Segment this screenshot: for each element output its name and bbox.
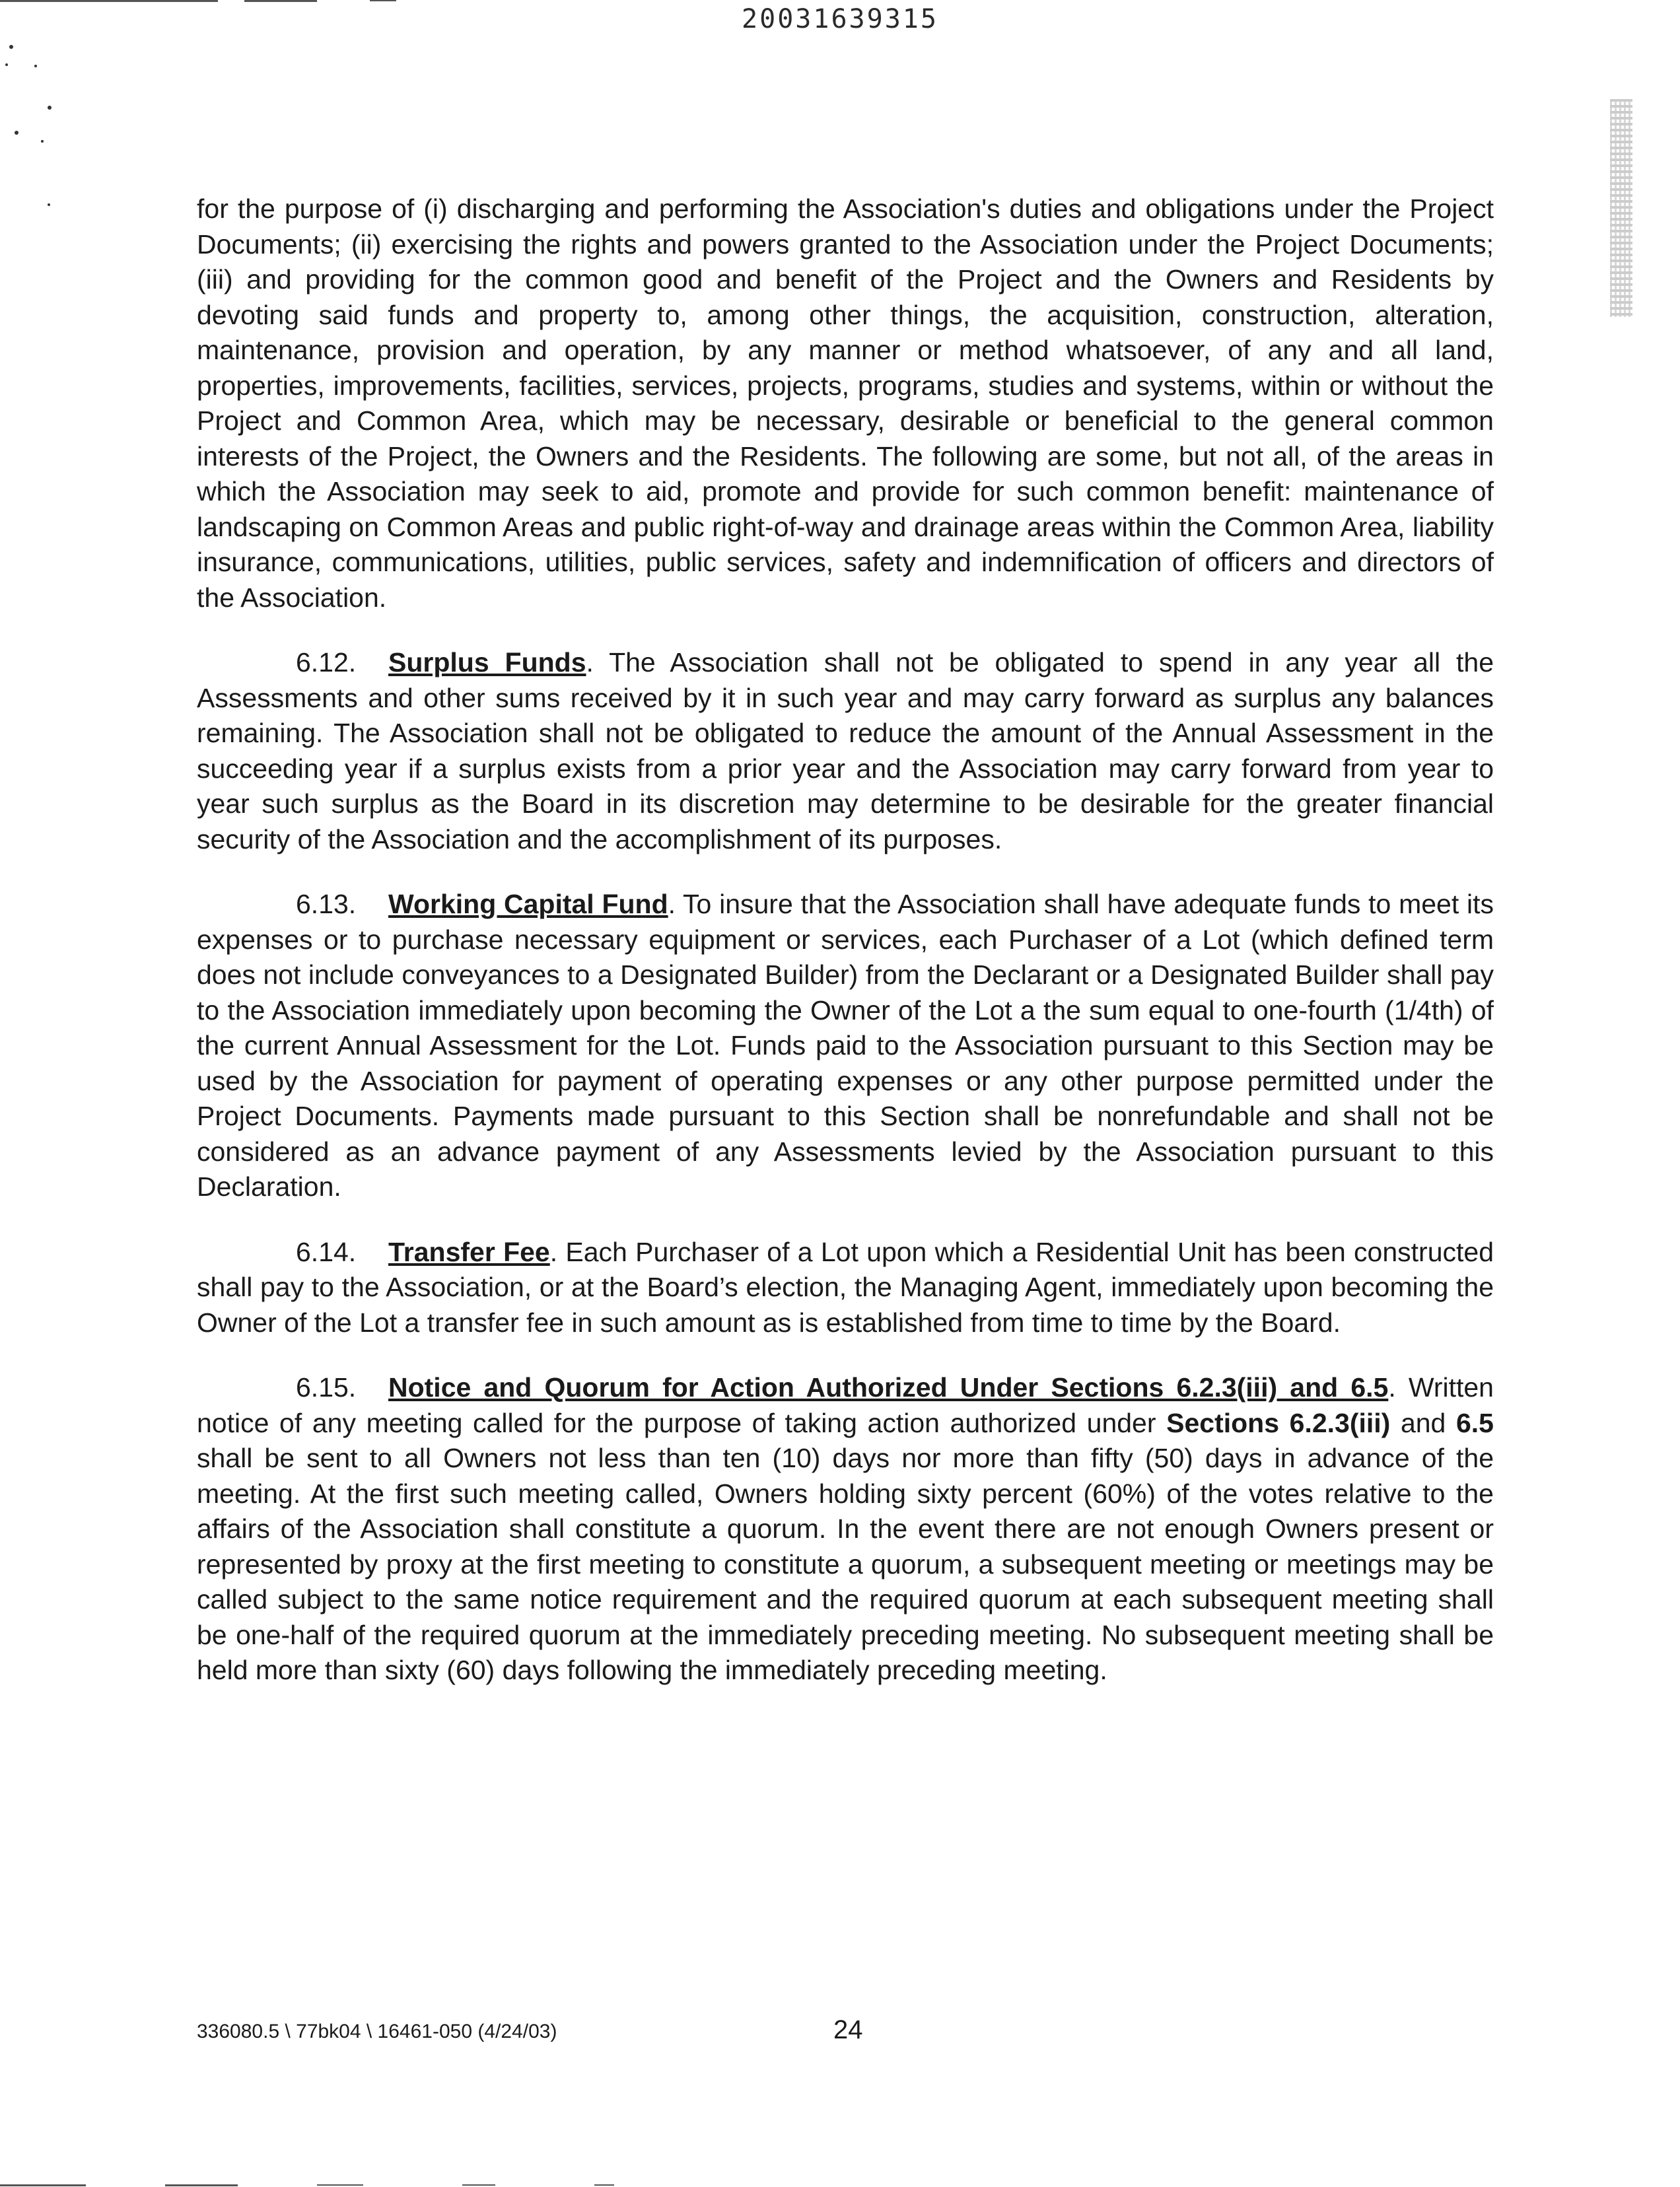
- scan-edge-mark: [0, 2184, 86, 2186]
- intro-paragraph: for the purpose of (i) discharging and performing the Association's duties and obligations under the Project Documents; (ii) exercising the rights and powers granted to the Association under the Project Documents; (iii) and providing for the common good and benefit of the Project and the Owners and Residents by devoting said funds and property to, among other things, the acquisition, construction, alteration, maintenance, provision and operation, by any manner or method whatsoever, of any and all land, properties, improvements, facilities, services, projects, programs, studies and systems, within or without the Project and Common Area, which may be necessary, desirable or beneficial to the general common interests of the Project, the Owners and the Residents. The following are some, but not all, of the areas in which the Association may seek to aid, promote and provide for such common benefit: maintenance of landscaping on Common Areas and public right-of-way and drainage areas within the Common Area, liability insurance, communications, utilities, public services, safety and indemnification of officers and directors of the Association.: [197, 193, 1494, 613]
- scan-speck: [48, 106, 52, 110]
- side-stamp-mark: [1610, 99, 1632, 317]
- section-heading: Working Capital Fund: [388, 889, 668, 919]
- scan-speck: [41, 140, 44, 143]
- scan-speck: [48, 203, 50, 206]
- section-6-15: [197, 1370, 1494, 1688]
- section-heading-end: .: [1388, 1372, 1396, 1403]
- scan-speck: [5, 63, 8, 66]
- section-number: 6.15.: [296, 1372, 357, 1403]
- document-body: [197, 191, 1494, 1688]
- scan-speck: [15, 131, 18, 135]
- section-6-13: [197, 887, 1494, 1205]
- section-text: Written notice of any meeting called for the purpose of taking action authorized under: [197, 1372, 1494, 1438]
- scan-edge-mark: [594, 2184, 614, 2186]
- scan-speck: [34, 65, 37, 67]
- document-number: 20031639315: [742, 4, 938, 34]
- scan-edge-mark: [244, 0, 317, 2]
- section-reference: Sections 6.2.3(iii): [1166, 1407, 1391, 1438]
- scan-edge-mark: [317, 2184, 363, 2186]
- section-number: 6.13.: [296, 889, 357, 919]
- section-heading: Transfer Fee: [388, 1236, 550, 1267]
- section-number: 6.12.: [296, 647, 357, 677]
- section-reference: 6.5: [1455, 1407, 1494, 1438]
- footer-reference: 336080.5 \ 77bk04 \ 16461-050 (4/24/03): [197, 2021, 557, 2042]
- section-number: 6.14.: [296, 1236, 357, 1267]
- section-6-14: [197, 1235, 1494, 1341]
- scan-edge-mark: [370, 0, 396, 1]
- section-6-12: [197, 645, 1494, 857]
- section-text: . The Association shall not be obligated to spend in any year all the Assessments and other sums received by it in such year and may carry forward as surplus any balances remaining. The Association shall not be obligated to reduce the amount of the Annual Assessment in the succeeding year if a surplus exists from a prior year and the Association may carry forward from year to year such surplus as the Board in its discretion may determine to be desirable for the greater financial security of the Association and the accomplishment of its purposes.: [197, 647, 1494, 854]
- scan-edge-mark: [165, 2184, 238, 2186]
- scan-speck: [9, 45, 13, 49]
- scan-edge-mark: [0, 0, 218, 2]
- section-heading: Surplus Funds: [388, 647, 586, 677]
- section-text: . To insure that the Association shall have adequate funds to meet its expenses or to purchase necessary equipment or services, each Purchaser of a Lot (which defined term does not include conveyances to a Designated Builder) from the Declarant or a Designated Builder shall pay to the Association immediately upon becoming the Owner of the Lot a the sum equal to one-fourth (1/4th) of the current Annual Assessment for the Lot. Funds paid to the Association pursuant to this Section may be used by the Association for payment of operating expenses or any other purpose permitted under the Project Documents. Payments made pursuant to this Section shall be nonrefundable and shall not be considered as an advance payment of any Assessments levied by the Association pursuant to this Declaration.: [197, 889, 1494, 1202]
- section-text: shall be sent to all Owners not less than ten (10) days nor more than fifty (50) days in advance of the meeting. At the first such meeting called, Owners holding sixty percent (60%) of the votes relative to the affairs of the Association shall constitute a quorum. In the event there are not enough Owners present or represented by proxy at the first meeting to constitute a quorum, a subsequent meeting or meetings may be called subject to the same notice requirement and the required quorum at each subsequent meeting shall be one-half of the required quorum at the immediately preceding meeting. No subsequent meeting shall be held more than sixty (60) days following the immediately preceding meeting.: [197, 1443, 1494, 1685]
- section-text: and: [1390, 1407, 1456, 1438]
- page-number: 24: [833, 2015, 863, 2044]
- section-heading: Notice and Quorum for Action Authorized Under Sections 6.2.3(iii) and 6.5: [388, 1372, 1389, 1403]
- scan-edge-mark: [462, 2184, 495, 2186]
- section-text: . Each Purchaser of a Lot upon which a Residential Unit has been constructed shall pay to the Association, or at the Board’s election, the Managing Agent, immediately upon becoming the Owner of the Lot a transfer fee in such amount as is established from time to time by the Board.: [197, 1236, 1494, 1338]
